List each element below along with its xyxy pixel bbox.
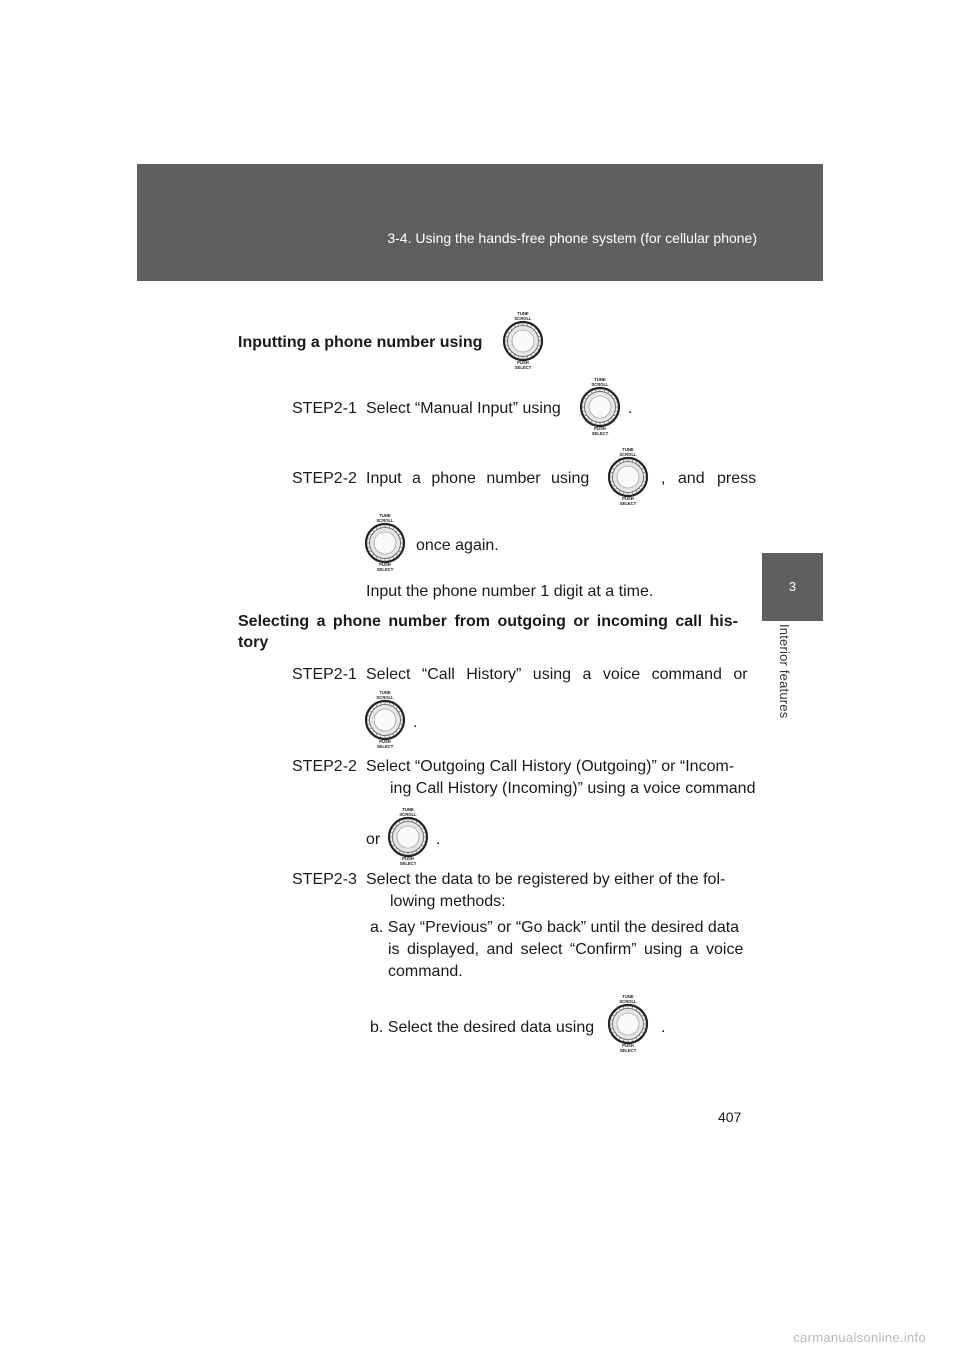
svg-text:PUSH: PUSH	[379, 562, 391, 567]
step-label: STEP2-1	[292, 400, 357, 417]
svg-text:SCROLL: SCROLL	[376, 518, 394, 523]
svg-text:SELECT: SELECT	[619, 501, 637, 506]
svg-text:SCROLL: SCROLL	[376, 695, 394, 700]
step-text-end: .	[628, 400, 633, 417]
svg-text:TUNE: TUNE	[622, 447, 634, 452]
svg-text:SELECT: SELECT	[399, 861, 417, 866]
chapter-header	[137, 164, 823, 281]
method-a-line3: command.	[388, 963, 463, 980]
method-a-line2: is displayed, and select “Confirm” using a voice	[388, 941, 744, 958]
step-text-end: .	[413, 714, 418, 731]
svg-text:SELECT: SELECT	[591, 431, 609, 436]
step-label: STEP2-2	[292, 470, 357, 487]
svg-text:SCROLL: SCROLL	[514, 316, 532, 321]
step-text-line1: Select “Outgoing Call History (Outgoing)” or “Incom-	[366, 758, 735, 775]
step-text: Select “Call History” using a voice command or	[366, 666, 748, 683]
side-chapter-number: 3	[788, 579, 797, 594]
svg-text:TUNE: TUNE	[379, 690, 391, 695]
svg-text:PUSH: PUSH	[402, 856, 414, 861]
tune-select-knob-icon	[577, 376, 623, 436]
svg-text:SCROLL: SCROLL	[619, 452, 637, 457]
method-a-line1: a. Say “Previous” or “Go back” until the desired data	[370, 919, 740, 936]
chapter-title: 3-4. Using the hands-free phone system (for cellular phone)	[387, 230, 757, 246]
svg-text:SCROLL: SCROLL	[619, 999, 637, 1004]
svg-text:SCROLL: SCROLL	[399, 812, 417, 817]
svg-text:SELECT: SELECT	[376, 567, 394, 572]
svg-text:TUNE: TUNE	[402, 807, 414, 812]
tune-select-knob-icon	[605, 446, 651, 506]
section-heading-history-line1: Selecting a phone number from outgoing or incoming call his-	[238, 613, 738, 630]
step-label: STEP2-1	[292, 666, 357, 683]
tune-select-knob-icon	[362, 512, 408, 572]
tune-select-knob-icon	[605, 993, 651, 1053]
step-text: Select “Manual Input” using	[366, 400, 561, 417]
step-text-line1: Select the data to be registered by either of the fol-	[366, 871, 726, 888]
svg-text:SCROLL: SCROLL	[591, 382, 609, 387]
tune-select-knob-icon	[500, 310, 546, 370]
step-text-or: or	[366, 831, 381, 848]
section-heading-input: Inputting a phone number using	[238, 334, 483, 351]
tune-select-knob-icon	[385, 806, 431, 866]
step-label: STEP2-2	[292, 758, 357, 775]
svg-text:TUNE: TUNE	[517, 311, 529, 316]
svg-text:TUNE: TUNE	[622, 994, 634, 999]
method-b-end: .	[661, 1019, 666, 1036]
svg-text:PUSH: PUSH	[517, 360, 529, 365]
section-heading-history-line2: tory	[238, 634, 269, 651]
step-text-line2: lowing methods:	[390, 893, 506, 910]
svg-text:SELECT: SELECT	[376, 744, 394, 749]
side-chapter-label-text: Interior features	[777, 624, 792, 719]
svg-text:TUNE: TUNE	[594, 377, 606, 382]
step-text-end: .	[436, 831, 441, 848]
method-b-text: b. Select the desired data using	[370, 1019, 595, 1036]
step-label: STEP2-3	[292, 871, 357, 888]
tune-select-knob-icon	[362, 689, 408, 749]
svg-text:PUSH: PUSH	[594, 426, 606, 431]
side-chapter-tab	[762, 553, 823, 621]
step-text-line2: ing Call History (Incoming)” using a voice command	[390, 780, 756, 797]
step-text-mid: , and press	[661, 470, 757, 487]
svg-text:SELECT: SELECT	[619, 1048, 637, 1053]
svg-text:PUSH: PUSH	[622, 1043, 634, 1048]
svg-text:PUSH: PUSH	[379, 739, 391, 744]
footer-watermark: carmanualsonline.info	[793, 1330, 926, 1345]
svg-text:TUNE: TUNE	[379, 513, 391, 518]
svg-text:SELECT: SELECT	[514, 365, 532, 370]
step-text: Input a phone number using	[366, 470, 590, 487]
svg-text:PUSH: PUSH	[622, 496, 634, 501]
page-number: 407	[718, 1109, 742, 1125]
step-note: Input the phone number 1 digit at a time.	[366, 583, 654, 600]
step-text-continued: once again.	[416, 537, 499, 554]
